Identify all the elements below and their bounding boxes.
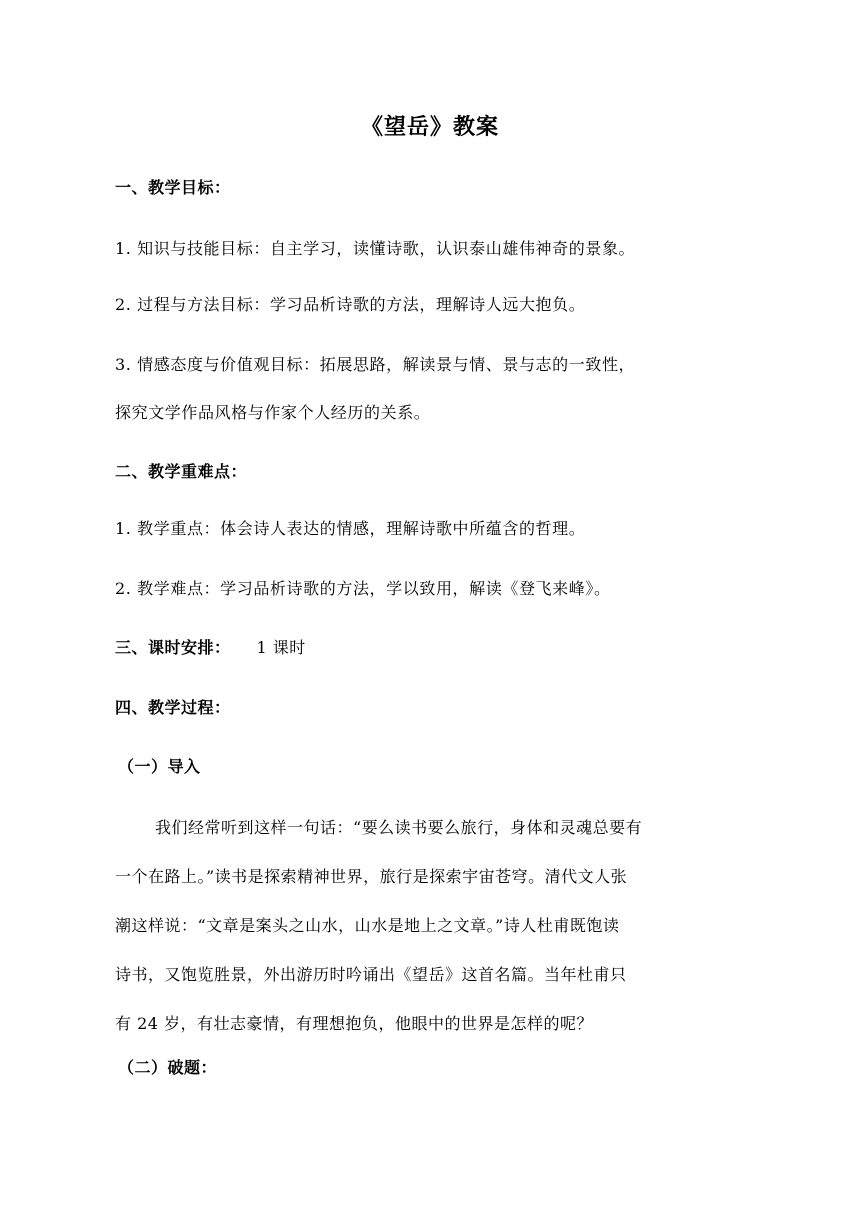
subsection-heading-title-analysis: （二）破题： [118,1058,218,1077]
intro-line-4: 诗书，又饱览胜景，外出游历时吟诵出《望岳》这首名篇。当年杜甫只 [115,965,627,984]
intro-line-5: 有 24 岁，有壮志豪情，有理想抱负，他眼中的世界是怎样的呢？ [115,1014,594,1033]
section-heading-objectives: 一、教学目标： [115,178,231,197]
key-point-item-1: 1. 教学重点：体会诗人表达的情感，理解诗歌中所蕴含的哲理。 [115,519,586,538]
intro-line-2: 一个在路上。”读书是探索精神世界，旅行是探索宇宙苍穹。清代文人张 [115,867,628,886]
subsection-heading-intro: （一）导入 [118,757,201,776]
section-heading-schedule [115,635,306,661]
intro-line-3: 潮这样说：“文章是案头之山水，山水是地上之文章。”诗人杜甫既饱读 [115,916,620,935]
objective-item-3-continued: 探究文学作品风格与作家个人经历的关系。 [115,403,431,422]
key-point-item-2: 2. 教学难点：学习品析诗歌的方法，学以致用，解读《登飞来峰》。 [115,579,611,598]
objective-item-1: 1. 知识与技能目标：自主学习，读懂诗歌，认识泰山雄伟神奇的景象。 [115,239,636,258]
schedule-heading-text: 三、课时安排： [115,638,231,657]
intro-line-1: 我们经常听到这样一句话：“要么读书要么旅行，身体和灵魂总要有 [155,818,643,837]
document-title: 《望岳》教案 [360,115,499,140]
schedule-value: 1 课时 [256,638,306,657]
intro-paragraph [115,815,755,1060]
section-heading-process: 四、教学过程： [115,698,231,717]
objective-item-2: 2. 过程与方法目标：学习品析诗歌的方法，理解诗人远大抱负。 [115,295,586,314]
section-heading-key-points: 二、教学重难点： [115,462,248,481]
objective-item-3: 3. 情感态度与价值观目标：拓展思路，解读景与情、景与志的一致性， [115,355,636,374]
